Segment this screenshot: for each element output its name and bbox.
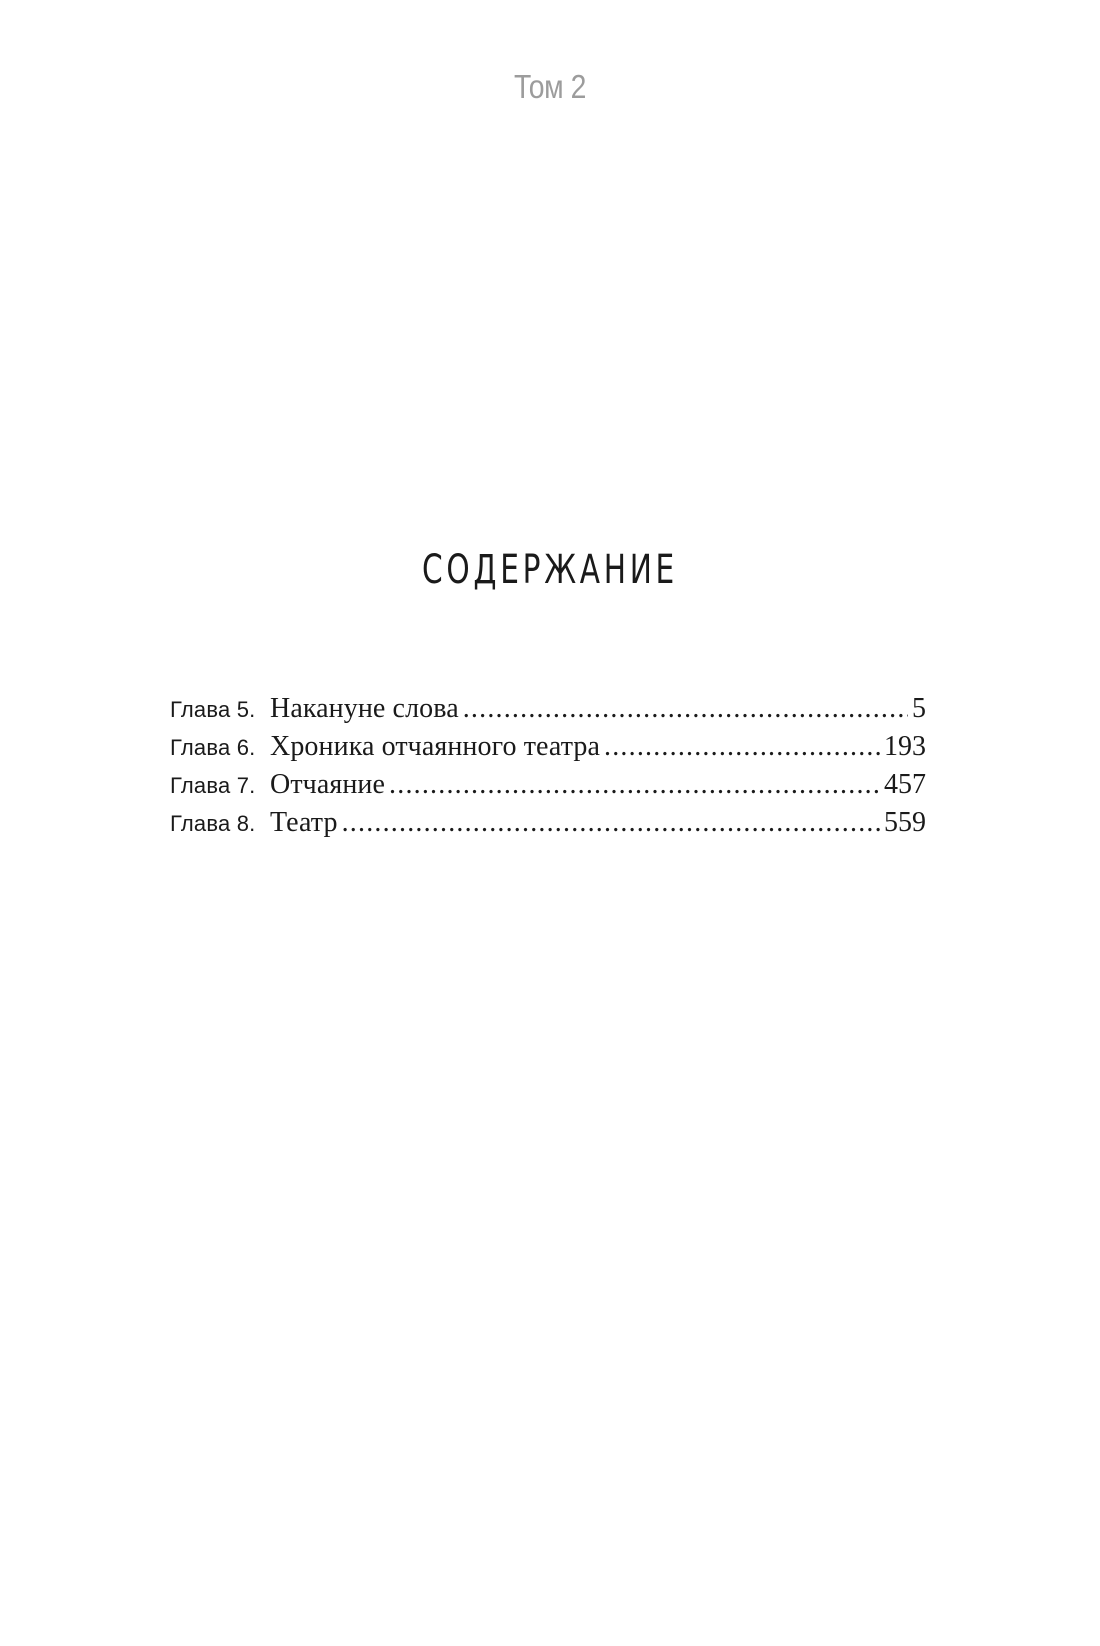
dot-leader	[389, 769, 880, 801]
page-number: 5	[912, 693, 926, 724]
dot-leader	[342, 807, 880, 839]
toc-entry-chapter-8[interactable]	[170, 807, 926, 845]
dot-leader	[604, 731, 880, 763]
chapter-label: Глава 7.	[170, 773, 256, 798]
page-number: 193	[884, 731, 926, 762]
chapter-title: Театр	[270, 807, 338, 838]
table-of-contents	[170, 693, 926, 845]
chapter-title: Хроника отчаянного театра	[270, 731, 601, 762]
chapter-title: Отчаяние	[270, 769, 386, 800]
chapter-title: Накануне слова	[270, 693, 459, 724]
toc-title: СОДЕРЖАНИЕ	[422, 546, 678, 593]
page-number: 559	[884, 807, 926, 838]
chapter-label: Глава 8.	[170, 811, 256, 836]
chapter-label: Глава 5.	[170, 697, 256, 722]
chapter-label: Глава 6.	[170, 735, 256, 760]
running-head: Том 2	[514, 68, 586, 105]
dot-leader	[463, 693, 908, 725]
toc-entry-chapter-7[interactable]	[170, 769, 926, 807]
page-number: 457	[884, 769, 926, 800]
toc-entry-chapter-5[interactable]	[170, 693, 926, 731]
toc-entry-chapter-6[interactable]	[170, 731, 926, 769]
